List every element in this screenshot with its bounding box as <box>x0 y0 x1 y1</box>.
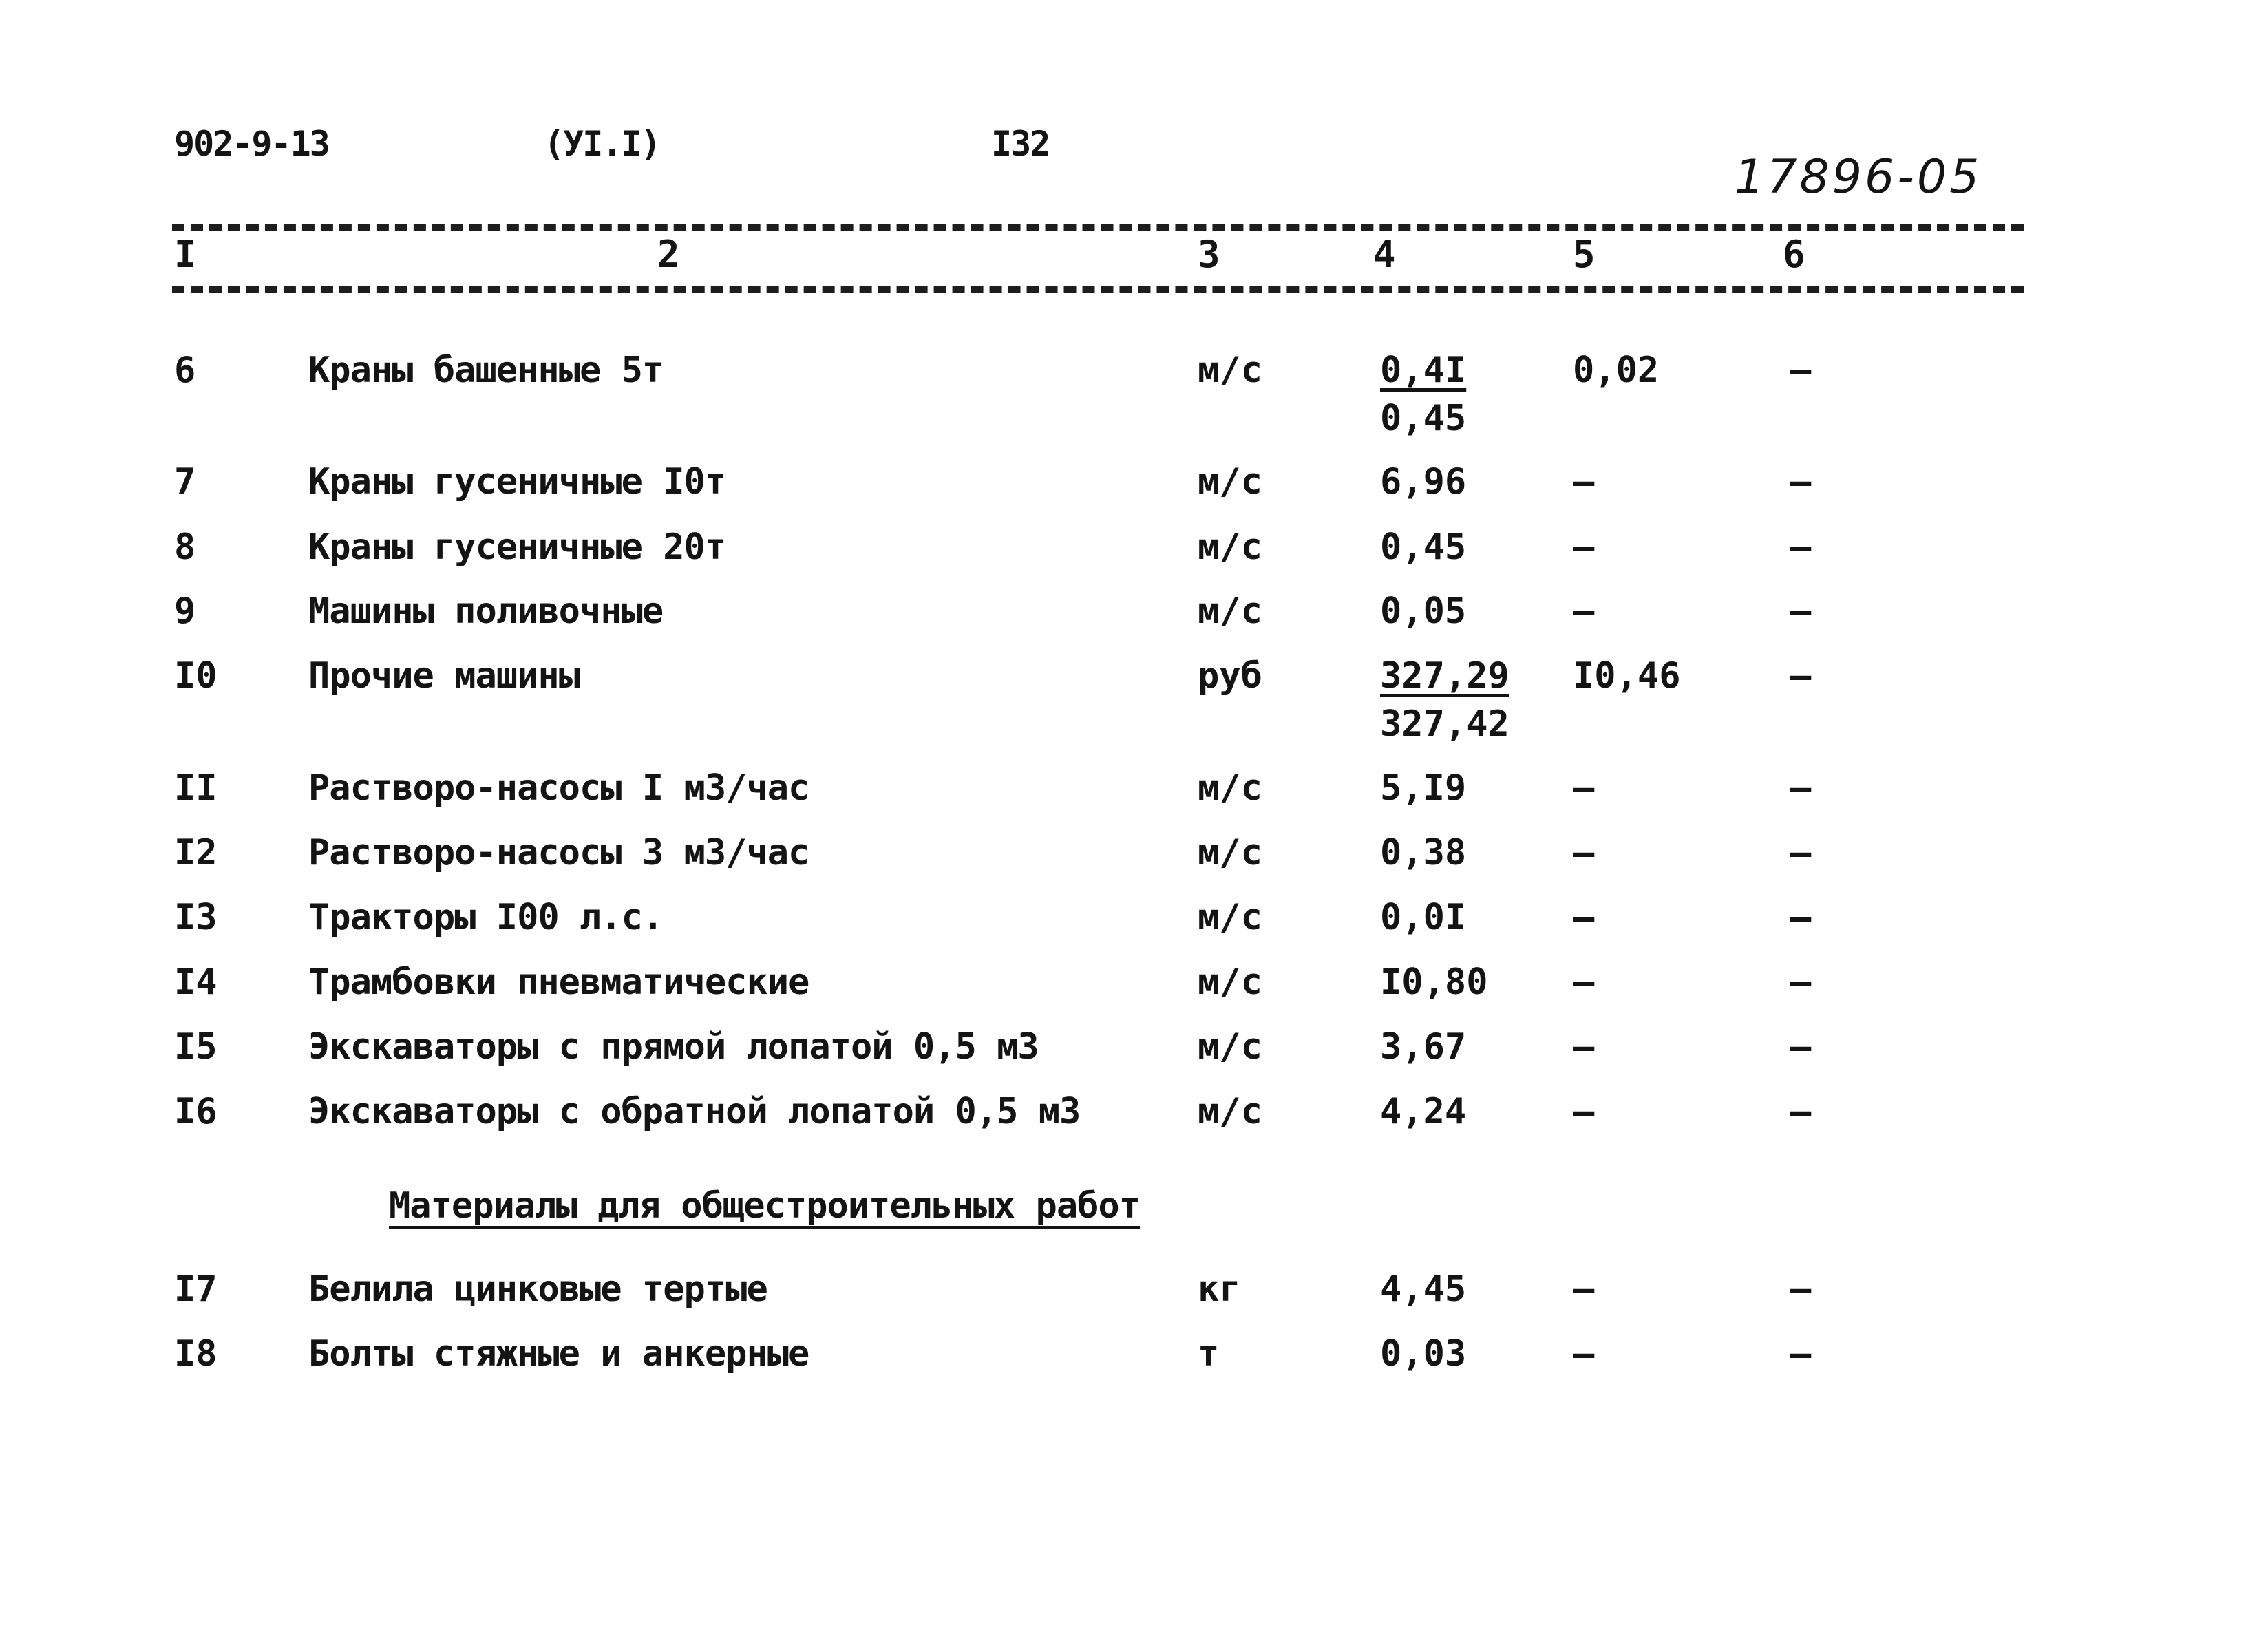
row-number: I7 <box>174 1269 218 1310</box>
row-value-5: – <box>1573 897 1595 938</box>
row-value-4: 0,38 <box>1380 832 1467 873</box>
column-header-1: I <box>174 233 197 276</box>
row-value-6: – <box>1790 527 1812 568</box>
column-header-6: 6 <box>1783 233 1805 276</box>
row-number: 6 <box>174 350 196 391</box>
row-name: Растворо-насосы 3 м3/час <box>308 832 809 873</box>
row-number: I4 <box>174 962 218 1003</box>
row-unit: м/с <box>1198 962 1262 1003</box>
section-code: (УI.I) <box>544 124 660 164</box>
row-value-6: – <box>1790 350 1812 391</box>
row-value-6: – <box>1790 897 1812 938</box>
row-name: Экскаваторы с обратной лопатой 0,5 м3 <box>308 1091 1081 1132</box>
row-value-4-numerator: 327,29 <box>1380 655 1509 697</box>
row-value-5: 0,02 <box>1573 350 1660 391</box>
row-value-5: – <box>1573 1091 1595 1132</box>
row-value-4: I0,80 <box>1380 962 1488 1003</box>
row-value-6: – <box>1790 461 1812 502</box>
row-name: Экскаваторы с прямой лопатой 0,5 м3 <box>308 1026 1039 1068</box>
row-number: I8 <box>174 1333 218 1375</box>
table-row <box>0 461 2268 526</box>
table-row <box>0 832 2268 897</box>
row-unit: м/с <box>1198 527 1262 568</box>
table-row <box>0 1091 2268 1156</box>
row-name: Тракторы I00 л.с. <box>308 897 664 938</box>
table-row <box>0 962 2268 1026</box>
row-value-4: 3,67 <box>1380 1026 1467 1068</box>
row-number: I2 <box>174 832 218 873</box>
row-value-5: I0,46 <box>1573 655 1681 697</box>
row-value-4: 4,45 <box>1380 1269 1467 1310</box>
row-number: I5 <box>174 1026 218 1068</box>
row-value-5: – <box>1573 527 1595 568</box>
row-name: Краны гусеничные I0т <box>308 461 726 502</box>
row-value-4-denominator: 0,45 <box>1380 398 1467 439</box>
row-value-5: – <box>1573 962 1595 1003</box>
page-number: I32 <box>991 124 1050 164</box>
row-number: I3 <box>174 897 218 938</box>
row-name: Белила цинковые тертые <box>308 1269 767 1310</box>
row-value-6: – <box>1790 832 1812 873</box>
row-value-5: – <box>1573 591 1595 632</box>
row-number: 7 <box>174 461 196 502</box>
table-row <box>0 767 2268 832</box>
row-value-6: – <box>1790 1269 1812 1310</box>
row-value-5: – <box>1573 1269 1595 1310</box>
table-row <box>0 655 2268 745</box>
row-unit: т <box>1198 1333 1220 1375</box>
table-row <box>0 1026 2268 1091</box>
row-unit: м/с <box>1198 832 1262 873</box>
row-number: I0 <box>174 655 218 697</box>
row-value-4: 6,96 <box>1380 461 1467 502</box>
row-name: Болты стяжные и анкерные <box>308 1333 809 1375</box>
row-value-5: – <box>1573 832 1595 873</box>
row-unit: м/с <box>1198 1026 1262 1068</box>
row-unit: руб <box>1198 655 1262 697</box>
row-unit: м/с <box>1198 767 1262 809</box>
row-value-5: – <box>1573 767 1595 809</box>
table-top-rule <box>172 224 2024 231</box>
row-name: Машины поливочные <box>308 591 664 632</box>
row-unit: м/с <box>1198 897 1262 938</box>
doc-code: 902-9-13 <box>174 124 329 164</box>
row-unit: кг <box>1198 1269 1241 1310</box>
row-number: 9 <box>174 591 196 632</box>
column-header-3: 3 <box>1198 233 1220 276</box>
table-row <box>0 527 2268 591</box>
row-value-5: – <box>1573 461 1595 502</box>
table-row <box>0 1269 2268 1333</box>
section-title: Материалы для общестроительных работ <box>389 1185 1141 1227</box>
row-name: Растворо-насосы I м3/час <box>308 767 809 809</box>
row-number: II <box>174 767 218 809</box>
row-value-6: – <box>1790 1091 1812 1132</box>
row-value-4 <box>1380 350 1466 439</box>
table-row <box>0 1333 2268 1398</box>
row-value-6: – <box>1790 1333 1812 1375</box>
row-value-4: 4,24 <box>1380 1091 1467 1132</box>
row-value-6: – <box>1790 655 1812 697</box>
row-value-6: – <box>1790 591 1812 632</box>
row-name: Краны башенные 5т <box>308 350 664 391</box>
row-value-4: 0,03 <box>1380 1333 1467 1375</box>
row-number: I6 <box>174 1091 218 1132</box>
row-number: 8 <box>174 527 196 568</box>
row-value-6: – <box>1790 962 1812 1003</box>
row-value-5: – <box>1573 1333 1595 1375</box>
column-header-2: 2 <box>657 233 680 276</box>
row-value-4: 0,45 <box>1380 527 1467 568</box>
row-unit: м/с <box>1198 461 1262 502</box>
row-value-6: – <box>1790 767 1812 809</box>
row-name: Краны гусеничные 20т <box>308 527 726 568</box>
table-header-rule <box>172 286 2024 293</box>
row-value-6: – <box>1790 1026 1812 1068</box>
row-value-5: – <box>1573 1026 1595 1068</box>
row-value-4-numerator: 0,4I <box>1380 350 1467 391</box>
table-row <box>0 897 2268 962</box>
inventory-number: 17896-05 <box>1735 150 1982 204</box>
column-header-4: 4 <box>1373 233 1396 276</box>
row-value-4 <box>1380 655 1509 745</box>
row-value-4: 0,0I <box>1380 897 1467 938</box>
row-unit: м/с <box>1198 350 1262 391</box>
row-value-4: 5,I9 <box>1380 767 1467 809</box>
row-unit: м/с <box>1198 591 1262 632</box>
row-name: Трамбовки пневматические <box>308 962 809 1003</box>
column-header-5: 5 <box>1573 233 1596 276</box>
table-row <box>0 591 2268 655</box>
row-unit: м/с <box>1198 1091 1262 1132</box>
row-value-4-denominator: 327,42 <box>1380 703 1509 745</box>
row-value-4: 0,05 <box>1380 591 1467 632</box>
table-row <box>0 350 2268 439</box>
row-name: Прочие машины <box>308 655 580 697</box>
